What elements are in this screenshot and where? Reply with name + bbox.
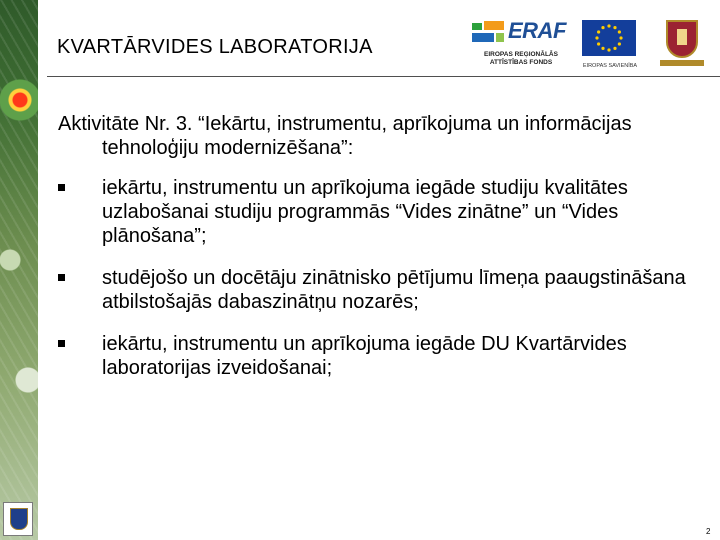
- eu-star: [597, 30, 600, 33]
- slide-content: [58, 112, 698, 398]
- page-title: KVARTĀRVIDES LABORATORIJA: [57, 36, 373, 58]
- page-number: 2: [706, 527, 711, 536]
- eraf-wordmark: ERAF: [508, 18, 566, 43]
- eu-stars-icon: [582, 20, 636, 56]
- eu-star: [613, 47, 616, 50]
- crest-shield-icon: [10, 508, 28, 530]
- university-crest-logo: [658, 16, 706, 72]
- eu-star: [619, 36, 622, 39]
- header-divider: [47, 76, 720, 77]
- list-item: [58, 266, 698, 314]
- list-item-text: iekārtu, instrumentu un aprīkojuma iegāde DU Kvartārvides laboratorijas izveidošanai;: [102, 333, 627, 379]
- eu-star: [618, 42, 621, 45]
- satellite-map-texture: [0, 0, 38, 540]
- square-bullet-icon: [58, 180, 66, 188]
- list-item: [58, 176, 698, 248]
- square-bullet-icon: [58, 270, 66, 278]
- square-bullet-icon: [58, 336, 66, 344]
- eu-flag-icon: [582, 20, 636, 56]
- university-crest-small: [3, 502, 33, 536]
- bullet-list: [58, 176, 698, 380]
- crest-shield-icon: [666, 20, 698, 58]
- eu-star: [613, 26, 616, 29]
- eu-star: [595, 36, 598, 39]
- eu-logo: [578, 18, 642, 72]
- eu-caption: EIROPAS SAVIENĪBA: [582, 63, 638, 69]
- eu-star: [607, 48, 610, 51]
- crest-ribbon: [660, 60, 704, 66]
- eu-star: [597, 42, 600, 45]
- activity-heading: Aktivitāte Nr. 3. “Iekārtu, instrumentu, aprīkojuma un informācijas tehnoloģiju modernizēšana”:: [58, 113, 632, 159]
- eu-star: [618, 30, 621, 33]
- eraf-logo: [468, 18, 568, 72]
- eraf-subtitle: EIROPAS REĢIONĀLĀS ATTĪSTĪBAS FONDS: [484, 51, 558, 66]
- eu-star: [607, 24, 610, 27]
- list-item-text: iekārtu, instrumentu un aprīkojuma iegāde studiju kvalitātes uzlabošanai studiju programmās “Vides zinātne” un “Vides plānošana”;: [102, 177, 628, 247]
- decorative-side-strip: [0, 0, 38, 540]
- list-item: [58, 332, 698, 380]
- eraf-mark-icon: [472, 21, 506, 43]
- eu-star: [601, 26, 604, 29]
- list-item-text: studējošo un docētāju zinātnisko pētījumu līmeņa paaugstināšana atbilstošajās dabaszinātņu nozarēs;: [102, 267, 686, 313]
- eu-star: [601, 47, 604, 50]
